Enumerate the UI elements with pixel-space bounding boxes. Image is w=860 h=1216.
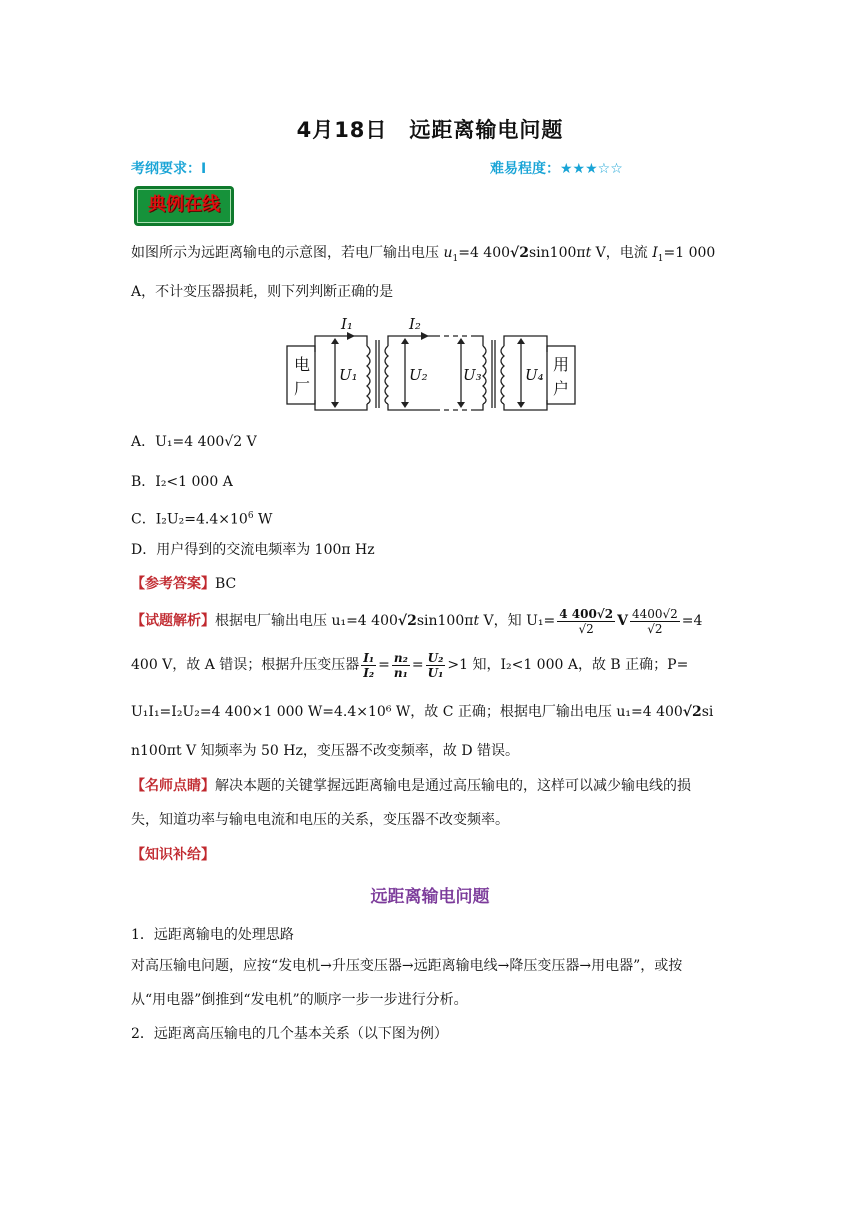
current-label-1: I₁: [341, 315, 353, 333]
section1-title: 1．远距离输电的处理思路: [131, 927, 294, 943]
option-d: D．用户得到的交流电频率为 100π Hz: [131, 542, 375, 558]
difficulty-rating: 难易程度：★★★☆☆: [490, 161, 623, 177]
question-line-1: 如图所示为远距离输电的示意图，若电厂输出电压 $u_1=4$ 400√2sin100πt V，电流 $I_1=1$ 000: [131, 245, 716, 264]
answer-tag: 【参考答案】: [131, 576, 215, 592]
section2-title: 2．远距离高压输电的几个基本关系（以下图为例）: [131, 1026, 448, 1042]
option-a: A．U₁=4 400√2 V: [131, 434, 257, 450]
supplement-heading: 远距离输电问题: [370, 887, 490, 907]
fraction-turns-ratio: $\frac{\text{n₂}}{\text{n₁}}$: [393, 650, 408, 680]
section1-paragraph-1: 对高压输电问题，应按“发电机→升压变压器→远距离输电线→降压变压器→用电器”，或按: [131, 958, 683, 974]
transmission-diagram: [285, 312, 605, 412]
tips-line-1: 【名师点睛】解决本题的关键掌握远距离输电是通过高压输电的，这样可以减少输电线的损: [131, 778, 691, 794]
user-label-2: 户: [553, 379, 570, 398]
option-b: B．I₂<1 000 A: [131, 474, 233, 490]
page-title: 4月18日 远距离输电问题: [296, 118, 564, 142]
answer-value: BC: [215, 576, 237, 592]
analysis-line-2: 400 V，故 A 错误；根据升压变压器 $\frac{\text{I₁}}{\text{I₂}}$ = $\frac{\text{n₂}}{\text{n₁}}$ = $\frac{\text{U₂}}{\text{U₁}}$ >1 知，I₂<1 000 A，故 B 正确；P=: [131, 650, 689, 680]
answer-line: [131, 574, 236, 594]
tips-line-2: 失，知道功率与输电电流和电压的关系，变压器不改变频率。: [131, 812, 509, 828]
analysis-line-1: 【试题解析】根据电厂输出电压 u₁=4 400√2sin100πt V，知 U₁= $\frac{4 400√2}{√2}$ V $\frac{4400√2}{√2}$ =4: [131, 606, 703, 636]
analysis-line-4: n100πt V 知频率为 50 Hz，变压器不改变频率，故 D 错误。: [131, 743, 519, 759]
question-line-2: A，不计变压器损耗，则下列判断正确的是: [131, 284, 394, 300]
fraction-u1-value: $\frac{4400√2}{√2}$: [631, 606, 678, 636]
voltage-label-4: U₄: [525, 366, 544, 384]
fraction-voltage-ratio: $\frac{\text{U₂}}{\text{U₁}}$: [427, 650, 444, 680]
section-badge: [134, 186, 234, 226]
exam-requirement: 考纲要求：Ⅰ: [131, 161, 207, 177]
fraction-current-ratio: $\frac{\text{I₁}}{\text{I₂}}$: [363, 650, 375, 680]
sqrt-two-symbol: √2: [510, 245, 529, 261]
option-c: C．$I_2U_2=4.4\times 10^6$ W: [131, 511, 273, 528]
section1-paragraph-2: 从“用电器”倒推到“发电机”的顺序一步一步进行分析。: [131, 992, 468, 1008]
voltage-label-3: U₃: [463, 366, 482, 384]
power-plant-label-1: 电: [294, 355, 311, 374]
voltage-label-1: U₁: [339, 366, 358, 384]
voltage-label-2: U₂: [409, 366, 428, 384]
section-badge-label: 典例在线: [137, 189, 231, 223]
supplement-tag: 【知识补给】: [131, 847, 215, 863]
power-plant-label-2: 厂: [294, 379, 311, 398]
user-label-1: 用: [553, 355, 570, 374]
analysis-line-3: U₁I₁=I₂U₂=4 400×1 000 W=4.4×10⁶ W，故 C 正确；根据电厂输出电压 u₁=4 400√2si: [131, 704, 714, 720]
fraction-u1: $\frac{4 400√2}{√2}$: [559, 606, 614, 636]
current-label-2: I₂: [409, 315, 421, 333]
